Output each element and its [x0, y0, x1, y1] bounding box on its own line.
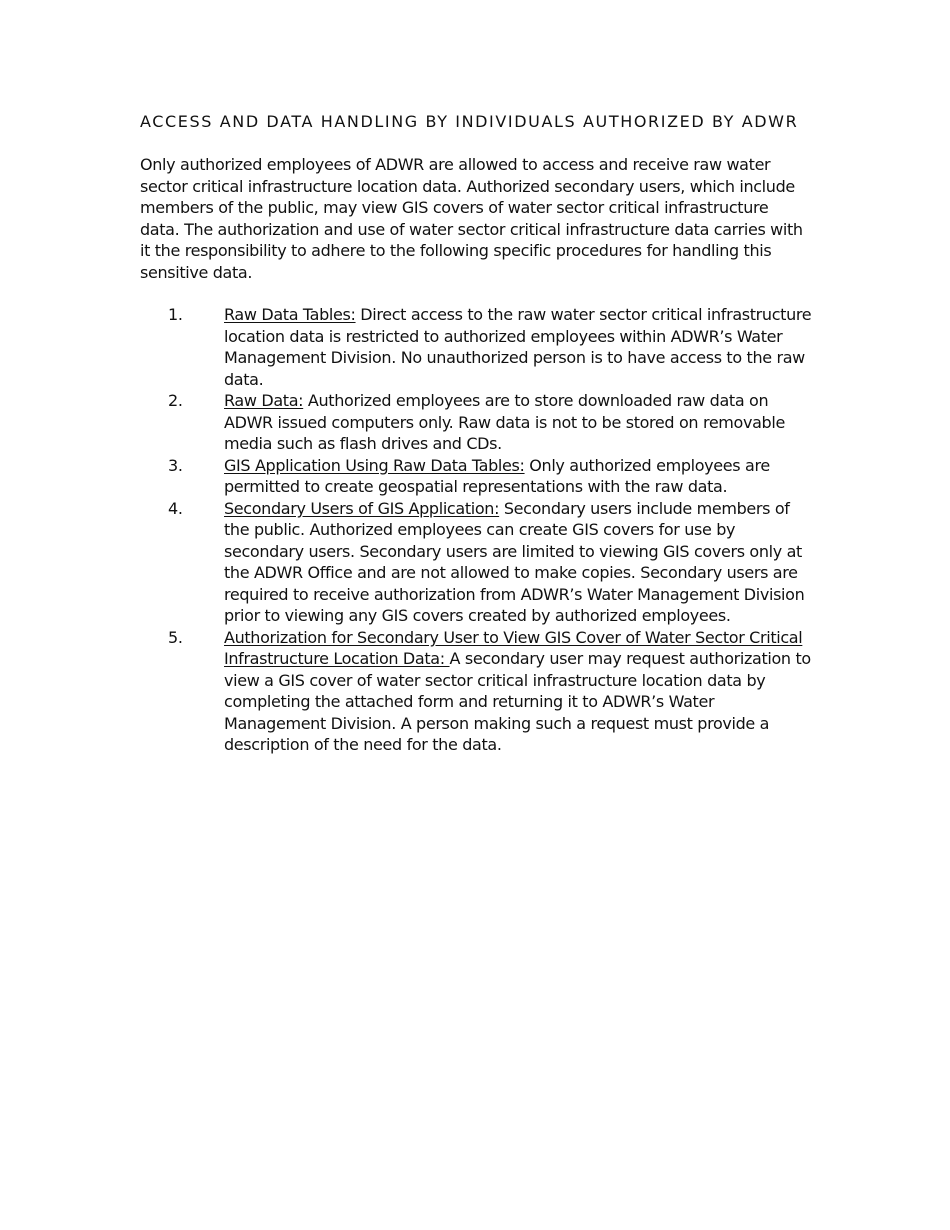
item-heading: Raw Data Tables: — [224, 305, 356, 324]
procedure-item-5 — [140, 627, 812, 756]
item-heading: Raw Data: — [224, 391, 304, 410]
intro-paragraph: Only authorized employees of ADWR are allowed to access and receive raw water sector critical infrastructure location data. Authorized secondary users, which include members of the public, may view GIS covers of water sector critical infrastructure data. The authorization and use of water sector critical infrastructure data carries with it the responsibility to adhere to the following specific procedures for handling this sensitive data. — [140, 155, 803, 282]
procedure-item-4 — [140, 498, 812, 627]
item-number: 3. — [168, 455, 183, 475]
item-number: 1. — [168, 305, 183, 324]
item-text: A secondary user may request authorization to view a GIS cover of water sector critical infrastructure location data by completing the attached form and returning it to ADWR’s Water Management Division. A person making such a request must provide a description of the need for the data. — [224, 649, 811, 754]
item-number: 4. — [168, 498, 183, 518]
item-heading: GIS Application Using Raw Data Tables: — [224, 455, 525, 475]
item-number: 2. — [168, 391, 183, 410]
item-text: Direct access to the raw water sector critical infrastructure location data is restricted to authorized employees within ADWR’s Water Management Division. No unauthorized person is to have access to the raw data. — [224, 305, 812, 389]
document-title: ACCESS AND DATA HANDLING BY INDIVIDUALS AUTHORIZED BY ADWR — [140, 112, 799, 131]
document-page — [140, 108, 812, 756]
procedure-list — [140, 304, 812, 756]
item-heading: Secondary Users of GIS Application: — [224, 498, 500, 518]
procedure-item-2 — [140, 390, 812, 455]
item-text: Authorized employees are to store downloaded raw data on ADWR issued computers only. Raw data is not to be stored on removable media such as flash drives and CDs. — [224, 391, 785, 453]
procedure-item-3 — [140, 455, 812, 498]
item-heading: Authorization for Secondary User to View GIS Cover of Water Sector Critical Infrastructure Location Data: — [224, 627, 803, 668]
item-number: 5. — [168, 627, 183, 647]
procedure-item-1 — [140, 304, 812, 390]
item-text: Secondary users include members of the public. Authorized employees can create GIS covers for use by secondary users. Secondary users are limited to viewing GIS covers only at the ADWR Office and are not allowed to make copies. Secondary users are required to receive authorization from ADWR’s Water Management Division prior to viewing any GIS covers created by authorized employees. — [224, 498, 805, 625]
item-text: Only authorized employees are permitted to create geospatial representations with the raw data. — [224, 455, 770, 496]
